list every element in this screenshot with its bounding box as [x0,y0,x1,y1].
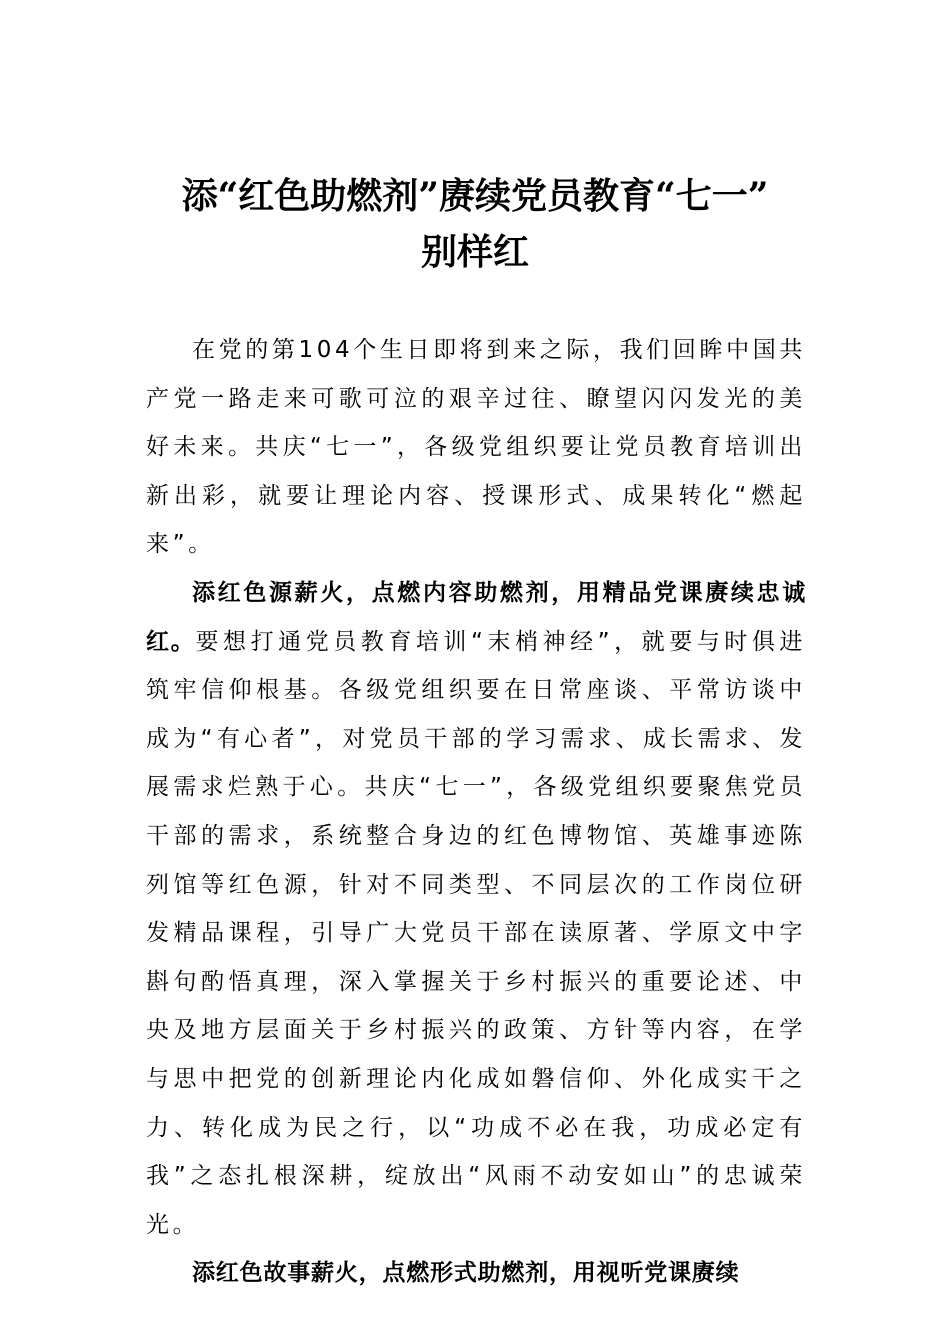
section-2-heading: 添红色故事薪火，点燃形式助燃剂，用视听党课赓续 [192,1260,740,1287]
section-1-heading: 添红色源薪火，点燃内容助燃剂，用精品党课赓续忠诚红。 [146,579,806,655]
section-1-body: 要想打通党员教育培训“末梢神经”，就要与时俱进筑牢信仰根基。各级党组织要在日常座谈、平常访谈中成为“有心者”，对党员干部的学习需求、成长需求、发展需求烂熟于心。共庆“七一”，各级党组织要聚焦党员干部的需求，系统整合身边的红色博物馆、英雄事迹陈列馆等红色源，针对不同类型、不同层次的工作岗位研发精品课程，引导广大党员干部在读原著、学原文中字斟句酌悟真理，深入掌握关于乡村振兴的重要论述、中央及地方层面关于乡村振兴的政策、方针等内容，在学与思中把党的创新理论内化成如磐信仰、外化成实干之力、转化成为民之行，以“功成不必在我，功成必定有我”之态扎根深耕，绽放出“风雨不动安如山”的忠诚荣光。 [146,628,806,1238]
document-title-line-2: 别样红 [420,231,529,273]
paragraph-section-1 [146,569,806,1249]
paragraph-section-2 [146,1249,806,1298]
document-title-line-1: 添“红色助燃剂”赓续党员教育“七一” [181,175,769,217]
document-body [146,326,806,1298]
paragraph-intro: 在党的第104个生日即将到来之际，我们回眸中国共产党一路走来可歌可泣的艰辛过往、瞭望闪闪发光的美好未来。共庆“七一”，各级党组织要让党员教育培训出新出彩，就要让理论内容、授课形式、成果转化“燃起来”。 [146,337,806,558]
